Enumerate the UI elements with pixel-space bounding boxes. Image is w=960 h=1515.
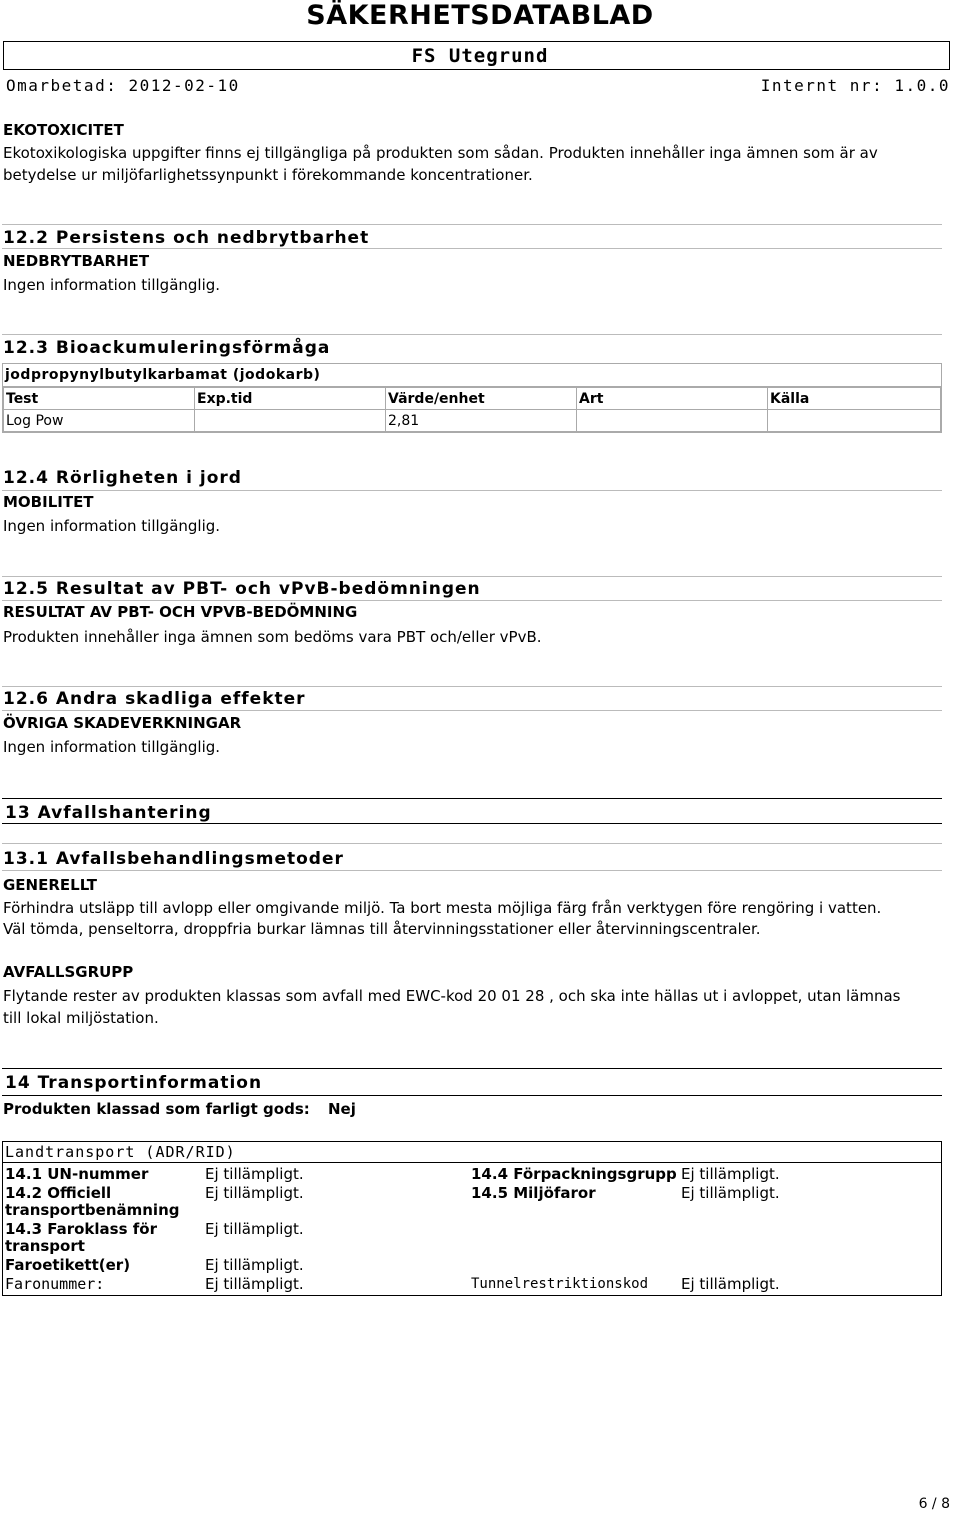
ecotox-text-line1: Ekotoxikologiska uppgifter finns ej tillgängliga på produkten som sådan. Produkten innehåller inga ämnen som är av bbox=[3, 144, 878, 162]
hazard-label-label: Faroetikett(er) bbox=[5, 1256, 131, 1274]
table-row bbox=[3, 1274, 941, 1295]
section-12-5-text: Produkten innehåller inga ämnen som bedöms vara PBT och/eller vPvB. bbox=[3, 628, 542, 646]
section-12-6-text: Ingen information tillgänglig. bbox=[3, 738, 221, 756]
packing-group-label: 14.4 Förpackningsgrupp bbox=[471, 1165, 677, 1183]
section-12-3-title: 12.3 Bioackumuleringsförmåga bbox=[3, 338, 331, 358]
bioaccumulation-table bbox=[2, 363, 942, 433]
empty-cell bbox=[679, 1219, 941, 1255]
divider bbox=[2, 600, 942, 601]
waste-group-text-line1: Flytande rester av produkten klassas som avfall med EWC-kod 20 01 28 , och ska inte hällas ut i avloppet, utan lämnas bbox=[3, 987, 901, 1005]
table-row bbox=[3, 1183, 941, 1219]
cell-test: Log Pow bbox=[4, 410, 195, 432]
section-rule bbox=[2, 1068, 942, 1069]
cell-source bbox=[768, 410, 941, 432]
section-13-title: 13 Avfallshantering bbox=[5, 803, 212, 823]
general-heading: GENERELLT bbox=[3, 876, 98, 894]
section-rule bbox=[2, 798, 942, 799]
land-transport-title: Landtransport (ADR/RID) bbox=[3, 1142, 941, 1163]
hazard-class-label: 14.3 Faroklass för transport bbox=[5, 1220, 157, 1255]
land-transport-table bbox=[2, 1141, 942, 1296]
section-12-4-title: 12.4 Rörligheten i jord bbox=[3, 468, 242, 488]
empty-cell bbox=[469, 1219, 679, 1255]
section-12-6-subheading: ÖVRIGA SKADEVERKNINGAR bbox=[3, 714, 242, 732]
ecotox-text-line2: betydelse ur miljöfarlighetssynpunkt i förekommande koncentrationer. bbox=[3, 166, 533, 184]
section-12-4-text: Ingen information tillgänglig. bbox=[3, 517, 221, 535]
env-hazards-value: Ej tillämpligt. bbox=[681, 1184, 780, 1202]
section-12-2-text: Ingen information tillgänglig. bbox=[3, 276, 221, 294]
col-value-unit: Värde/enhet bbox=[386, 388, 577, 410]
dangerous-goods-value: Nej bbox=[328, 1100, 356, 1118]
dangerous-goods-label: Produkten klassad som farligt gods: bbox=[3, 1100, 310, 1118]
hazard-class-value: Ej tillämpligt. bbox=[205, 1220, 304, 1238]
divider bbox=[2, 870, 942, 871]
table-header-row bbox=[4, 388, 941, 410]
divider bbox=[2, 686, 942, 687]
waste-group-heading: AVFALLSGRUPP bbox=[3, 963, 134, 981]
document-title: SÄKERHETSDATABLAD bbox=[306, 0, 654, 31]
section-12-5-subheading: RESULTAT AV PBT- OCH VPVB-BEDÖMNING bbox=[3, 603, 358, 621]
revision-date: Omarbetad: 2012-02-10 bbox=[6, 76, 240, 95]
general-text-line2: Väl tömda, penseltorra, droppfria burkar lämnas till återvinningsstationer eller återvinningscentraler. bbox=[3, 920, 761, 938]
bioaccumulation-substance: jodpropynylbutylkarbamat (jodokarb) bbox=[3, 364, 941, 387]
packing-group-value: Ej tillämpligt. bbox=[681, 1165, 780, 1183]
internal-number: Internt nr: 1.0.0 bbox=[760, 76, 950, 95]
hazard-number-value: Ej tillämpligt. bbox=[205, 1275, 304, 1293]
hazard-number-label: Faronummer: bbox=[5, 1275, 105, 1293]
cell-value: 2,81 bbox=[386, 410, 577, 432]
divider bbox=[2, 224, 942, 225]
ecotox-heading: EKOTOXICITET bbox=[3, 121, 124, 139]
cell-exp-time bbox=[195, 410, 386, 432]
section-rule bbox=[2, 823, 942, 824]
hazard-label-value: Ej tillämpligt. bbox=[205, 1256, 304, 1274]
waste-group-text-line2: till lokal miljöstation. bbox=[3, 1009, 159, 1027]
divider bbox=[2, 843, 942, 844]
col-species: Art bbox=[577, 388, 768, 410]
table-row bbox=[4, 410, 941, 432]
section-13-1-title: 13.1 Avfallsbehandlingsmetoder bbox=[3, 849, 344, 869]
section-12-6-title: 12.6 Andra skadliga effekter bbox=[3, 689, 306, 709]
empty-cell bbox=[679, 1255, 941, 1274]
section-12-5-title: 12.5 Resultat av PBT- och vPvB-bedömningen bbox=[3, 579, 481, 599]
tunnel-code-label: Tunnelrestriktionskod bbox=[471, 1276, 649, 1292]
table-row bbox=[3, 1255, 941, 1274]
section-rule bbox=[2, 1095, 942, 1096]
section-14-title: 14 Transportinformation bbox=[5, 1073, 263, 1093]
table-row bbox=[3, 1163, 941, 1183]
col-source: Källa bbox=[768, 388, 941, 410]
empty-cell bbox=[469, 1255, 679, 1274]
divider bbox=[2, 490, 942, 491]
col-exp-time: Exp.tid bbox=[195, 388, 386, 410]
divider bbox=[2, 334, 942, 335]
section-12-2-subheading: NEDBRYTBARHET bbox=[3, 252, 150, 270]
un-number-label: 14.1 UN-nummer bbox=[5, 1165, 149, 1183]
un-number-value: Ej tillämpligt. bbox=[205, 1165, 304, 1183]
cell-species bbox=[577, 410, 768, 432]
section-12-4-subheading: MOBILITET bbox=[3, 493, 94, 511]
col-test: Test bbox=[4, 388, 195, 410]
page-number: 6 / 8 bbox=[918, 1496, 950, 1512]
divider bbox=[2, 576, 942, 577]
table-row bbox=[3, 1219, 941, 1255]
shipping-name-label: 14.2 Officiell transportbenämning bbox=[5, 1184, 180, 1219]
tunnel-code-value: Ej tillämpligt. bbox=[681, 1275, 780, 1293]
divider bbox=[2, 248, 942, 249]
shipping-name-value: Ej tillämpligt. bbox=[205, 1184, 304, 1202]
section-12-2-title: 12.2 Persistens och nedbrytbarhet bbox=[3, 228, 370, 248]
product-name: FS Utegrund bbox=[411, 45, 549, 67]
divider bbox=[2, 710, 942, 711]
env-hazards-label: 14.5 Miljöfaror bbox=[471, 1184, 596, 1202]
general-text-line1: Förhindra utsläpp till avlopp eller omgivande miljö. Ta bort mesta möjliga färg från verktygen före rengöring i vatten. bbox=[3, 899, 882, 917]
